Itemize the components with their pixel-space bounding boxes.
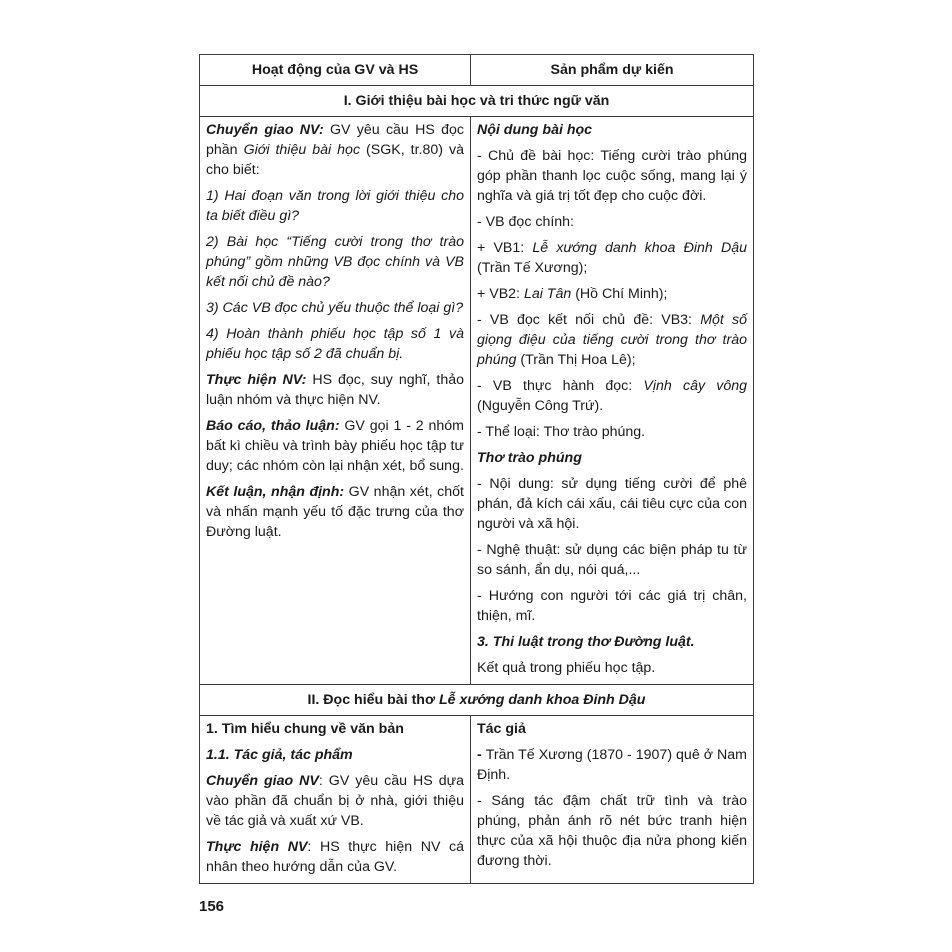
practice-text: - VB thực hành đọc: Vịnh cây vông (Nguyễn Công Trứ).: [477, 378, 747, 414]
question-3: 3) Các VB đọc chủ yếu thuộc thể loại gì?: [206, 300, 464, 316]
table-header-row: [200, 55, 754, 86]
author-style: - Sáng tác đậm chất trữ tình và trào phúng, phản ánh rõ nét bức tranh hiện thực của xã hội thuộc địa nửa phong kiến đương thời.: [477, 793, 747, 869]
section-1-title: I. Giới thiệu bài học và tri thức ngữ văn: [200, 86, 754, 117]
task-execution: Thực hiện NV: HS đọc, suy nghĩ, thảo luận nhóm và thực hiện NV.: [206, 372, 464, 408]
text-1: + VB1: Lễ xướng danh khoa Đinh Dậu (Trần Tế Xương);: [477, 240, 747, 276]
question-4: 4) Hoàn thành phiếu học tập số 1 và phiếu học tập số 2 đã chuẩn bị.: [206, 326, 464, 362]
text-3: - VB đọc kết nối chủ đề: VB3: Một số giọng điệu của tiếng cười trong thơ trào phúng (Trần Thị Hoa Lê);: [477, 312, 748, 368]
content-point: - Nội dung: sử dụng tiếng cười để phê phán, đả kích cái xấu, cái tiêu cực của con người và xã hội.: [477, 476, 747, 532]
task-assignment-2: Chuyển giao NV: GV yêu cầu HS dựa vào phần đã chuẩn bị ở nhà, giới thiệu về tác giả và xuất xứ VB.: [206, 773, 464, 829]
question-2: 2) Bài học “Tiếng cười trong thơ trào phúng” gồm những VB đọc chính và VB kết nối chủ đề nào?: [206, 234, 464, 290]
section-1-products-cell: [471, 117, 754, 685]
section-2-products-cell: [471, 716, 754, 884]
genre: - Thể loại: Thơ trào phúng.: [477, 424, 646, 440]
section-1-activities-cell: [200, 117, 471, 685]
task-execution-2: Thực hiện NV: HS thực hiện NV cá nhân theo hướng dẫn của GV.: [206, 839, 464, 875]
section-2-content-row: [200, 716, 754, 884]
author-bio: - Trần Tế Xương (1870 - 1907) quê ở Nam Định.: [477, 747, 747, 783]
section-2-activities-cell: [200, 716, 471, 884]
general-overview-heading: 1. Tìm hiểu chung về văn bản: [206, 721, 404, 737]
main-texts-label: - VB đọc chính:: [477, 214, 574, 230]
section-2-title: II. Đọc hiểu bài thơ Lễ xướng danh khoa Đinh Dậu: [200, 685, 754, 716]
lesson-topic: - Chủ đề bài học: Tiếng cười trào phúng góp phần thanh lọc cuộc sống, mang lại ý nghĩa và giá trị tốt đẹp cho cuộc đời.: [477, 148, 747, 204]
art-point: - Nghệ thuật: sử dụng các biện pháp tu từ so sánh, ẩn dụ, nói quá,...: [477, 542, 747, 578]
section-1-content-row: [200, 117, 754, 685]
section-2-title-row: [200, 685, 754, 716]
author-work-heading: 1.1. Tác giả, tác phẩm: [206, 747, 353, 763]
conclusion: Kết luận, nhận định: GV nhận xét, chốt và nhấn mạnh yếu tố đặc trưng của thơ Đường luật.: [206, 484, 464, 540]
task-assignment: Chuyển giao NV: GV yêu cầu HS đọc phần Giới thiệu bài học (SGK, tr.80) và cho biết:: [206, 122, 464, 178]
question-1: 1) Hai đoạn văn trong lời giới thiệu cho ta biết điều gì?: [206, 188, 464, 224]
header-activities: Hoạt động của GV và HS: [200, 55, 471, 86]
report-discussion: Báo cáo, thảo luận: GV gọi 1 - 2 nhóm bất kì chiều và trình bày phiếu học tập tư duy; các nhóm còn lại nhận xét, bổ sung.: [206, 418, 464, 474]
author-heading: Tác giả: [477, 721, 526, 737]
satirical-poetry-heading: Thơ trào phúng: [477, 450, 582, 466]
lesson-content-heading: Nội dung bài học: [477, 122, 593, 138]
worksheet-result: Kết quả trong phiếu học tập.: [477, 660, 656, 676]
header-expected-products: Sản phẩm dự kiến: [471, 55, 754, 86]
page-number: 156: [199, 898, 225, 915]
section-1-title-row: [200, 86, 754, 117]
text-2: + VB2: Lai Tân (Hồ Chí Minh);: [477, 286, 668, 302]
lesson-plan-table: [199, 54, 754, 884]
values-point: - Hướng con người tới các giá trị chân, thiện, mĩ.: [477, 588, 747, 624]
tang-rules-heading: 3. Thi luật trong thơ Đường luật.: [477, 634, 695, 650]
